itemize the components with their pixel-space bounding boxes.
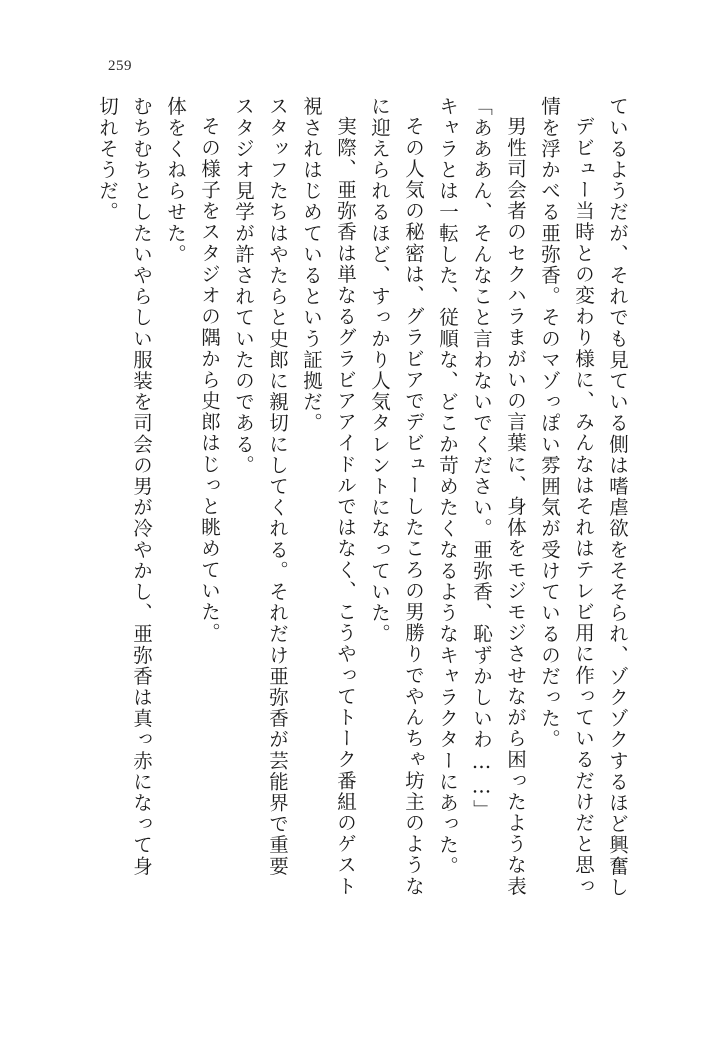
- text-column: 「あああん、そんなこと言わないでください。亜弥香、恥ずかしいわ……」: [470, 96, 493, 821]
- text-column: むちむちとしたいやらしい服装を司会の男が冷やかし、亜弥香は真っ赤になって身: [130, 96, 153, 877]
- text-column: その人気の秘密は、グラビアでデビューしたころの男勝りでやんちゃ坊主のような: [402, 116, 425, 897]
- text-column: スタジオ見学が許されていたのである。: [232, 96, 255, 476]
- text-column: 体をくねらせた。: [164, 96, 187, 265]
- text-column: 男性司会者のセクハラまがいの言葉に、身体をモジモジさせながら困ったような表: [504, 116, 527, 897]
- text-column: スタッフたちはやたらと史郎に親切にしてくれる。それだけ亜弥香が芸能界で重要: [266, 96, 289, 877]
- text-column: に迎えられるほど、すっかり人気タレントになっていた。: [368, 96, 391, 645]
- text-column: その様子をスタジオの隅から史郎はじっと眺めていた。: [198, 116, 221, 644]
- text-column: 切れそうだ。: [96, 96, 119, 223]
- text-column: ているようだが、それでも見ている側は嗜虐欲をそそられ、ゾクゾクするほど興奮し: [606, 96, 629, 898]
- vertical-text-block: [83, 96, 627, 956]
- text-column: 実際、亜弥香は単なるグラビアアイドルではなく、こうやってトーク番組のゲスト: [334, 116, 357, 897]
- text-column: デビュー当時との変わり様に、みんなはそれはテレビ用に作っているだけだと思っ: [572, 116, 595, 897]
- text-column: キャラとは一転した、従順な、どこか苛めたくなるようなキャラクターにあった。: [436, 96, 459, 877]
- text-column: 情を浮かべる亜弥香。そのマゾっぽい雰囲気が受けているのだった。: [538, 96, 561, 751]
- text-column: 視されはじめているという証拠だ。: [300, 96, 323, 434]
- page-number: 259: [108, 58, 132, 74]
